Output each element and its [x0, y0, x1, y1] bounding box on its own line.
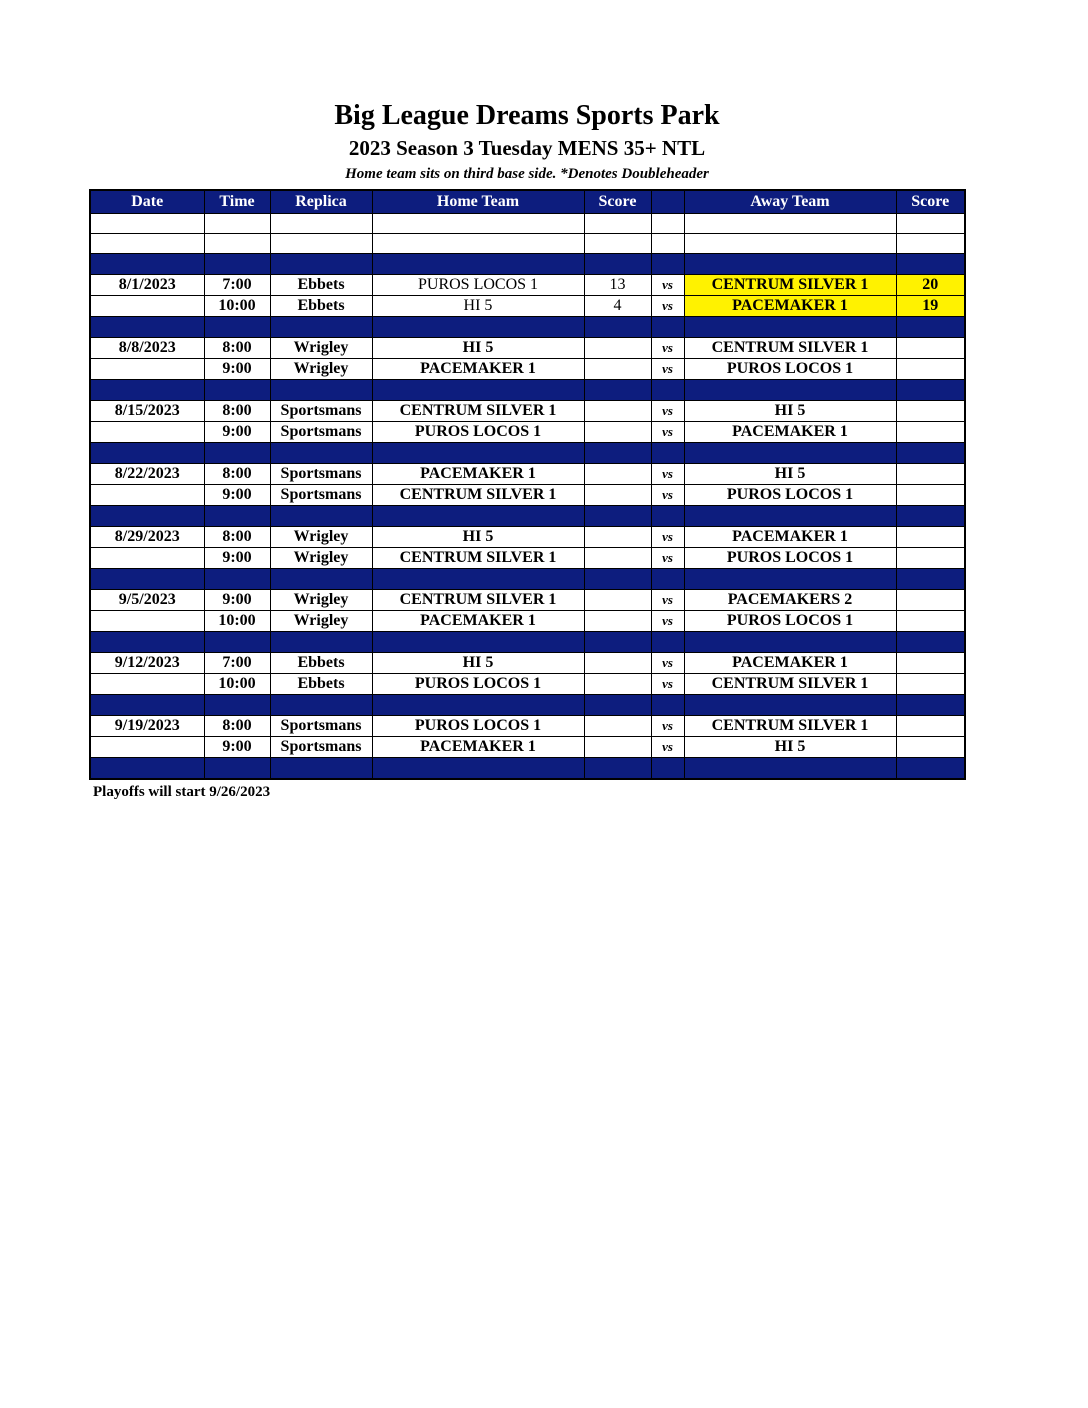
home-score	[584, 359, 651, 380]
col-header-home-score: Score	[584, 190, 651, 214]
away-team: PACEMAKER 1	[684, 653, 896, 674]
game-time: 7:00	[204, 653, 270, 674]
vs-label: vs	[651, 485, 684, 506]
home-score	[584, 548, 651, 569]
vs-label: vs	[651, 422, 684, 443]
away-score	[896, 653, 965, 674]
vs-label: vs	[651, 464, 684, 485]
table-row	[90, 737, 965, 758]
home-score	[584, 485, 651, 506]
table-row	[90, 401, 965, 422]
home-team: HI 5	[372, 296, 584, 317]
table-row	[90, 653, 965, 674]
home-team: PACEMAKER 1	[372, 464, 584, 485]
away-score	[896, 674, 965, 695]
playoffs-note: Playoffs will start 9/26/2023	[93, 784, 271, 800]
col-header-home-team: Home Team	[372, 190, 584, 214]
game-replica: Wrigley	[270, 527, 372, 548]
game-date	[90, 737, 204, 758]
home-team: HI 5	[372, 338, 584, 359]
away-team: CENTRUM SILVER 1	[684, 338, 896, 359]
separator-row	[90, 380, 965, 401]
game-replica: Ebbets	[270, 296, 372, 317]
away-score	[896, 737, 965, 758]
home-score	[584, 464, 651, 485]
game-time: 8:00	[204, 527, 270, 548]
home-score	[584, 611, 651, 632]
away-score	[896, 338, 965, 359]
game-replica: Wrigley	[270, 359, 372, 380]
away-score	[896, 611, 965, 632]
home-team: PUROS LOCOS 1	[372, 716, 584, 737]
home-score	[584, 401, 651, 422]
home-team: HI 5	[372, 527, 584, 548]
home-team: PUROS LOCOS 1	[372, 275, 584, 296]
away-score	[896, 590, 965, 611]
game-date: 8/1/2023	[90, 275, 204, 296]
away-team: HI 5	[684, 464, 896, 485]
vs-label: vs	[651, 590, 684, 611]
page-note: Home team sits on third base side. *Denotes Doubleheader	[345, 166, 709, 182]
away-team: CENTRUM SILVER 1	[684, 716, 896, 737]
separator-row	[90, 317, 965, 338]
blank-row	[90, 214, 965, 234]
table-row	[90, 716, 965, 737]
away-team: PUROS LOCOS 1	[684, 485, 896, 506]
game-time: 9:00	[204, 422, 270, 443]
game-date	[90, 674, 204, 695]
vs-label: vs	[651, 674, 684, 695]
table-row	[90, 674, 965, 695]
game-time: 8:00	[204, 464, 270, 485]
col-header-vs	[651, 190, 684, 214]
away-team: HI 5	[684, 737, 896, 758]
vs-label: vs	[651, 359, 684, 380]
game-date: 8/15/2023	[90, 401, 204, 422]
away-team: HI 5	[684, 401, 896, 422]
game-date	[90, 485, 204, 506]
away-team: CENTRUM SILVER 1	[684, 275, 896, 296]
game-date	[90, 611, 204, 632]
separator-row	[90, 443, 965, 464]
home-score	[584, 653, 651, 674]
game-replica: Sportsmans	[270, 401, 372, 422]
schedule-body	[90, 214, 965, 780]
table-row	[90, 422, 965, 443]
col-header-date: Date	[90, 190, 204, 214]
home-score	[584, 422, 651, 443]
game-time: 9:00	[204, 590, 270, 611]
home-score	[584, 674, 651, 695]
game-date	[90, 548, 204, 569]
game-replica: Wrigley	[270, 548, 372, 569]
home-score	[584, 737, 651, 758]
home-team: PACEMAKER 1	[372, 737, 584, 758]
game-replica: Sportsmans	[270, 737, 372, 758]
away-team: PUROS LOCOS 1	[684, 611, 896, 632]
game-replica: Wrigley	[270, 590, 372, 611]
game-time: 10:00	[204, 611, 270, 632]
col-header-replica: Replica	[270, 190, 372, 214]
game-time: 9:00	[204, 548, 270, 569]
home-score: 13	[584, 275, 651, 296]
home-score: 4	[584, 296, 651, 317]
home-score	[584, 338, 651, 359]
game-date	[90, 359, 204, 380]
col-header-time: Time	[204, 190, 270, 214]
game-date	[90, 296, 204, 317]
separator-row	[90, 569, 965, 590]
page-subtitle: 2023 Season 3 Tuesday MENS 35+ NTL	[348, 136, 706, 160]
home-score	[584, 716, 651, 737]
home-team: CENTRUM SILVER 1	[372, 548, 584, 569]
game-replica: Ebbets	[270, 275, 372, 296]
game-time: 9:00	[204, 359, 270, 380]
separator-row	[90, 695, 965, 716]
page-title: Big League Dreams Sports Park	[334, 100, 720, 131]
away-team: PUROS LOCOS 1	[684, 548, 896, 569]
game-replica: Sportsmans	[270, 716, 372, 737]
game-date: 9/19/2023	[90, 716, 204, 737]
game-time: 7:00	[204, 275, 270, 296]
table-row	[90, 338, 965, 359]
game-time: 8:00	[204, 338, 270, 359]
away-score: 19	[896, 296, 965, 317]
separator-row	[90, 254, 965, 275]
game-date: 8/8/2023	[90, 338, 204, 359]
home-score	[584, 590, 651, 611]
home-team: CENTRUM SILVER 1	[372, 485, 584, 506]
game-date: 8/22/2023	[90, 464, 204, 485]
away-score	[896, 716, 965, 737]
away-score	[896, 464, 965, 485]
game-replica: Sportsmans	[270, 464, 372, 485]
blank-row	[90, 234, 965, 254]
game-time: 8:00	[204, 716, 270, 737]
home-team: PACEMAKER 1	[372, 611, 584, 632]
game-time: 10:00	[204, 296, 270, 317]
away-score	[896, 485, 965, 506]
away-team: CENTRUM SILVER 1	[684, 674, 896, 695]
away-score	[896, 422, 965, 443]
game-time: 8:00	[204, 401, 270, 422]
table-row	[90, 275, 965, 296]
away-team: PACEMAKER 1	[684, 296, 896, 317]
home-team: PUROS LOCOS 1	[372, 422, 584, 443]
away-score: 20	[896, 275, 965, 296]
vs-label: vs	[651, 401, 684, 422]
table-row	[90, 548, 965, 569]
vs-label: vs	[651, 527, 684, 548]
table-row	[90, 485, 965, 506]
game-time: 9:00	[204, 485, 270, 506]
home-team: CENTRUM SILVER 1	[372, 401, 584, 422]
table-row	[90, 359, 965, 380]
separator-row	[90, 506, 965, 527]
table-row	[90, 464, 965, 485]
away-score	[896, 527, 965, 548]
vs-label: vs	[651, 653, 684, 674]
game-date: 9/12/2023	[90, 653, 204, 674]
home-team: PACEMAKER 1	[372, 359, 584, 380]
game-replica: Sportsmans	[270, 485, 372, 506]
home-team: CENTRUM SILVER 1	[372, 590, 584, 611]
vs-label: vs	[651, 716, 684, 737]
game-replica: Sportsmans	[270, 422, 372, 443]
away-team: PACEMAKER 1	[684, 527, 896, 548]
game-date	[90, 422, 204, 443]
vs-label: vs	[651, 296, 684, 317]
table-row	[90, 611, 965, 632]
game-replica: Ebbets	[270, 653, 372, 674]
schedule-table	[89, 189, 966, 780]
vs-label: vs	[651, 548, 684, 569]
table-row	[90, 296, 965, 317]
game-date: 9/5/2023	[90, 590, 204, 611]
col-header-away-score: Score	[896, 190, 965, 214]
home-team: HI 5	[372, 653, 584, 674]
header-row	[90, 190, 965, 214]
home-score	[584, 527, 651, 548]
vs-label: vs	[651, 737, 684, 758]
vs-label: vs	[651, 275, 684, 296]
separator-row	[90, 758, 965, 780]
away-score	[896, 548, 965, 569]
table-row	[90, 527, 965, 548]
game-replica: Wrigley	[270, 338, 372, 359]
col-header-away-team: Away Team	[684, 190, 896, 214]
game-time: 9:00	[204, 737, 270, 758]
table-row	[90, 590, 965, 611]
home-team: PUROS LOCOS 1	[372, 674, 584, 695]
vs-label: vs	[651, 338, 684, 359]
vs-label: vs	[651, 611, 684, 632]
game-date: 8/29/2023	[90, 527, 204, 548]
separator-row	[90, 632, 965, 653]
away-team: PUROS LOCOS 1	[684, 359, 896, 380]
away-team: PACEMAKER 1	[684, 422, 896, 443]
away-team: PACEMAKERS 2	[684, 590, 896, 611]
away-score	[896, 401, 965, 422]
game-time: 10:00	[204, 674, 270, 695]
game-replica: Ebbets	[270, 674, 372, 695]
game-replica: Wrigley	[270, 611, 372, 632]
away-score	[896, 359, 965, 380]
